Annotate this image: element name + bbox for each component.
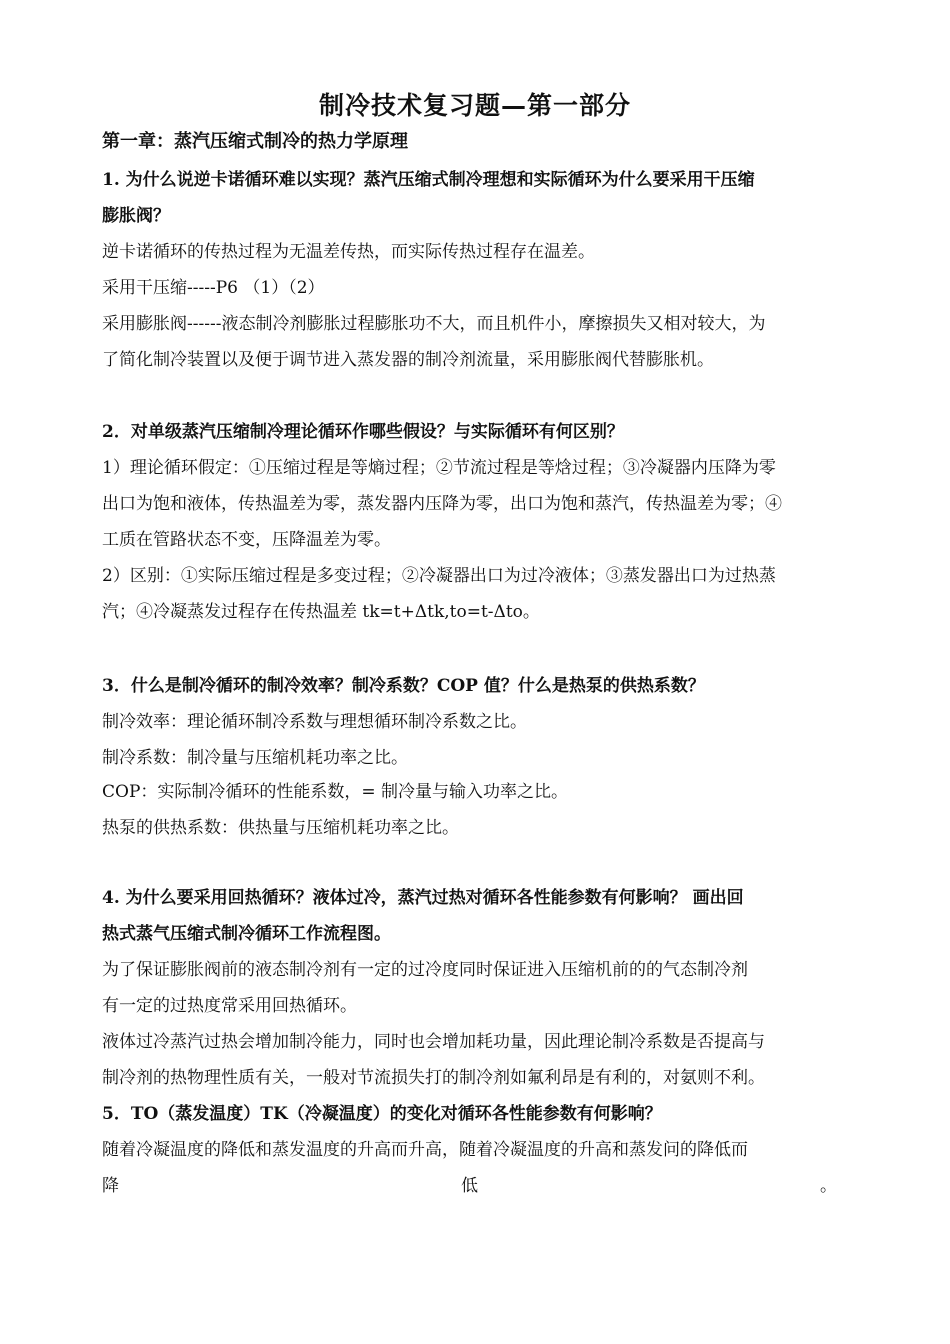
q4-answer-line: 制冷剂的热物理性质有关，一般对节流损失打的制冷剂如氟利昂是有利的，对氨则不利。 (102, 1068, 765, 1088)
q3-answer-line: 制冷系数：制冷量与压缩机耗功率之比。 (102, 748, 408, 768)
q2-answer-line: 出口为饱和液体，传热温差为零，蒸发器内压降为零，出口为饱和蒸汽，传热温差为零；④ (102, 494, 782, 514)
q5-answer-line: 随着冷凝温度的降低和蒸发温度的升高而升高，随着冷凝温度的升高和蒸发问的降低而 (102, 1140, 748, 1160)
q1-answer-line: 采用膨胀阀------液态制冷剂膨胀过程膨胀功不大，而且机件小，摩擦损失又相对较大，为 (102, 314, 766, 334)
q2-answer-line: 工质在管路状态不变，压降温差为零。 (102, 530, 391, 550)
q3-answer-line: 制冷效率：理论循环制冷系数与理想循环制冷系数之比。 (102, 712, 527, 732)
q1-question-line1: 1. 为什么说逆卡诺循环难以实现？蒸汽压缩式制冷理想和实际循环为什么要采用干压缩 (102, 170, 755, 190)
q3-answer-line: 热泵的供热系数：供热量与压缩机耗功率之比。 (102, 818, 459, 838)
q5-spread-word: 。 (820, 1176, 837, 1196)
q1-answer-line: 逆卡诺循环的传热过程为无温差传热，而实际传热过程存在温差。 (102, 242, 595, 262)
q5-question: 5．TO（蒸发温度）TK（冷凝温度）的变化对循环各性能参数有何影响？ (102, 1104, 662, 1124)
chapter-heading: 第一章：蒸汽压缩式制冷的热力学原理 (102, 131, 408, 152)
q1-answer-line: 采用干压缩-----P6 （1）（2） (102, 278, 325, 298)
q2-answer-line: 汽；④冷凝蒸发过程存在传热温差 tk=t+Δtk,to=t-Δto。 (102, 602, 540, 622)
q5-spread-word: 低 (461, 1176, 478, 1196)
q4-answer-line: 液体过冷蒸汽过热会增加制冷能力，同时也会增加耗功量，因此理论制冷系数是否提高与 (102, 1032, 765, 1052)
q2-answer-line: 2）区别：①实际压缩过程是多变过程；②冷凝器出口为过冷液体；③蒸发器出口为过热蒸 (102, 566, 776, 586)
q3-question: 3．什么是制冷循环的制冷效率？制冷系数？COP 值？什么是热泵的供热系数？ (102, 676, 705, 696)
q4-answer-line: 有一定的过热度常采用回热循环。 (102, 996, 357, 1016)
q1-question-line2: 膨胀阀？ (102, 206, 170, 226)
q1-answer-line: 了简化制冷装置以及便于调节进入蒸发器的制冷剂流量，采用膨胀阀代替膨胀机。 (102, 350, 714, 370)
q3-answer-line: COP：实际制冷循环的性能系数，= 制冷量与输入功率之比。 (102, 782, 569, 802)
document-title: 制冷技术复习题—第一部分 (318, 91, 631, 120)
q5-answer-line-spread (102, 1168, 837, 1204)
q2-answer-line: 1）理论循环假定：①压缩过程是等熵过程；②节流过程是等焓过程；③冷凝器内压降为零 (102, 458, 776, 478)
q5-spread-word: 降 (102, 1176, 119, 1196)
q2-question: 2．对单级蒸汽压缩制冷理论循环作哪些假设？与实际循环有何区别？ (102, 422, 624, 442)
q4-question-line2: 热式蒸气压缩式制冷循环工作流程图。 (102, 924, 391, 944)
q4-answer-line: 为了保证膨胀阀前的液态制冷剂有一定的过冷度同时保证进入压缩机前的的气态制冷剂 (102, 960, 748, 980)
q4-question-line1: 4. 为什么要采用回热循环？液体过冷，蒸汽过热对循环各性能参数有何影响？ 画出回 (102, 888, 744, 908)
